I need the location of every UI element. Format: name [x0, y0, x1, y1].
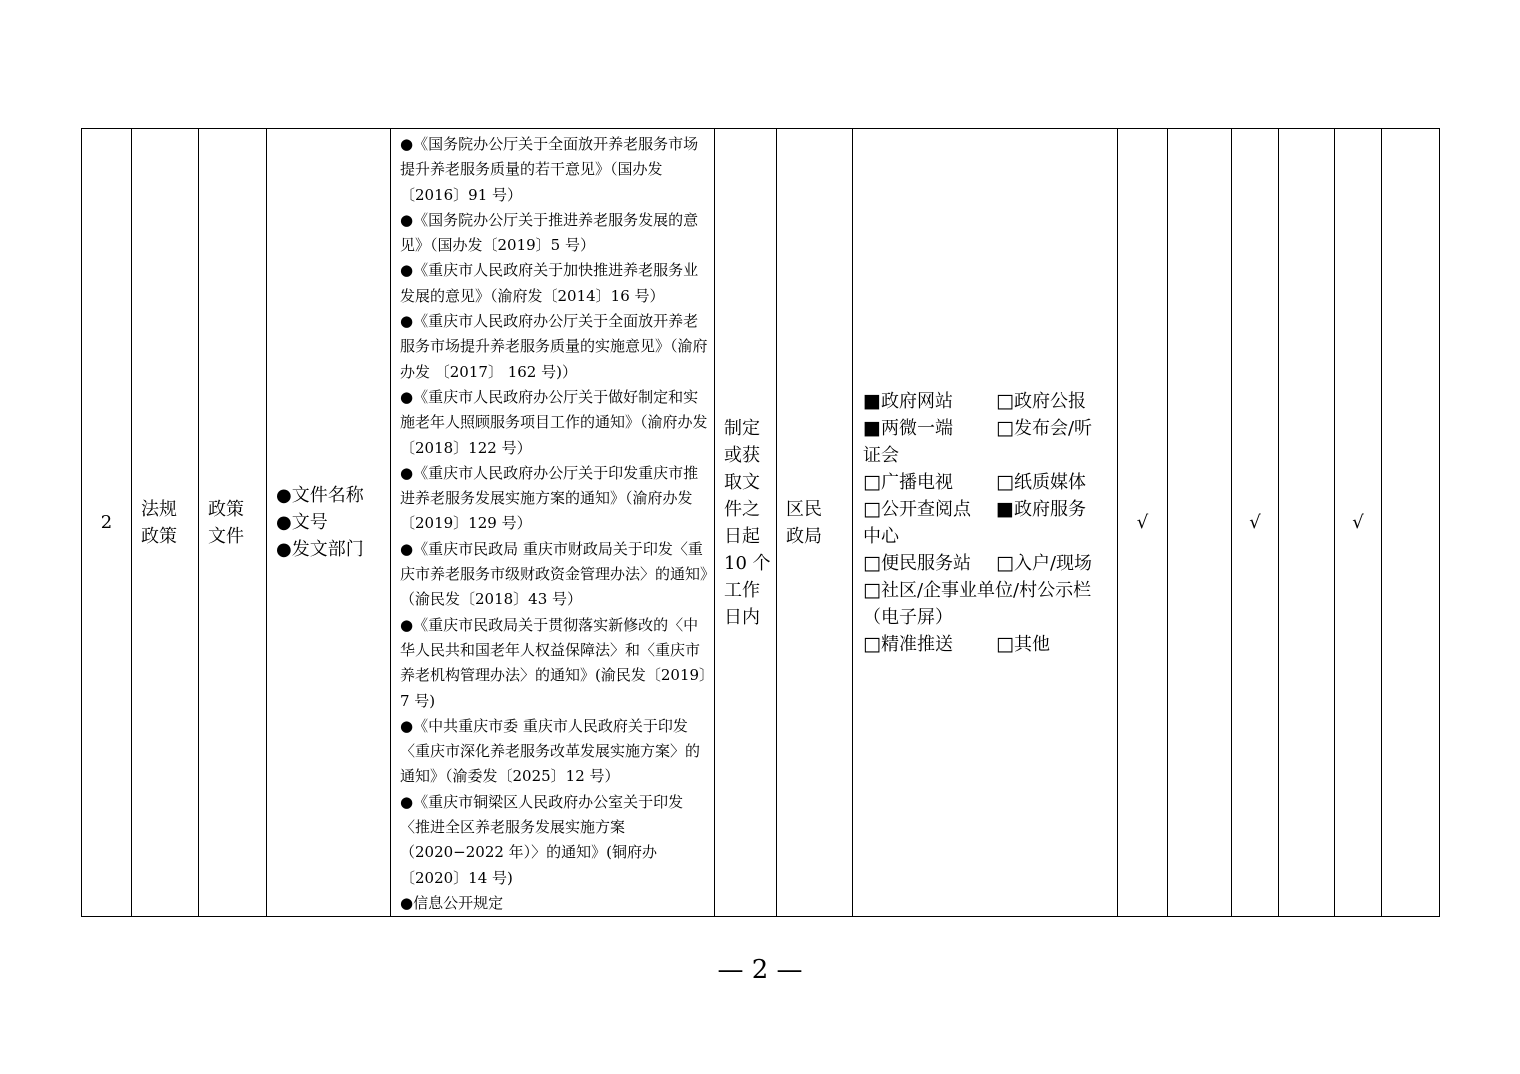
channel-label: 入户/现场: [1013, 552, 1093, 574]
row-index: 2: [82, 129, 132, 917]
subcategory-line: 文件: [208, 525, 244, 547]
channel-option[interactable]: [996, 550, 1092, 577]
channel-option[interactable]: [996, 469, 1086, 496]
document-item: ●《重庆市民政局 重庆市财政局关于印发〈重庆市养老服务市级财政资金管理办法〉的通知》（渝民发〔2018〕43 号）: [400, 539, 708, 609]
disclosure-fields-cell: [267, 129, 391, 917]
field-item: ●文号: [276, 512, 328, 534]
channel-label: 政府网站: [880, 390, 953, 412]
document-item: ●《国务院办公厅关于全面放开养老服务市场提升养老服务质量的若干意见》（国办发〔2016〕91 号）: [400, 135, 699, 204]
checked-box-icon: ■: [863, 389, 881, 412]
channel-label-continuation: 中心: [863, 525, 899, 547]
field-item: ●文件名称: [276, 485, 364, 507]
channel-label: 社区/企事业单位/村公示栏: [880, 579, 1092, 601]
channel-label: 政府服务: [1013, 498, 1086, 520]
page-number: — 2 —: [717, 955, 803, 985]
deadline-line: 制定: [724, 417, 760, 439]
channel-option[interactable]: [996, 415, 1092, 442]
deadline-line: 或获: [724, 444, 760, 466]
check-cell: √: [1232, 129, 1279, 917]
channel-label: 其他: [1013, 633, 1050, 655]
empty-box-icon: □: [863, 632, 881, 655]
document-item: ●《重庆市人民政府办公厅关于做好制定和实施老年人照顾服务项目工作的通知》（渝府办发〔2018〕122 号）: [400, 387, 708, 457]
document-item: ●信息公开规定: [400, 893, 504, 912]
channel-label: 政府公报: [1013, 390, 1086, 412]
channel-row: [863, 415, 1107, 442]
channel-label-continuation: （电子屏）: [863, 606, 953, 628]
check-cell: √: [1118, 129, 1168, 917]
channel-row: [863, 496, 1107, 523]
document-item: ●《国务院办公厅关于推进养老服务发展的意见》（国办发〔2019〕5 号）: [400, 210, 699, 255]
channel-label: 两微一端: [880, 417, 953, 439]
channel-row: [863, 550, 1107, 577]
category-cell: [132, 129, 199, 917]
deadline-line: 件之: [724, 498, 760, 520]
channel-option[interactable]: [863, 469, 996, 496]
channel-option[interactable]: [863, 388, 996, 415]
channel-option[interactable]: [996, 496, 1086, 523]
deadline-line: 工作: [724, 579, 760, 601]
subcategory-cell: [199, 129, 267, 917]
checked-box-icon: ■: [996, 497, 1014, 520]
agency-line: 政局: [786, 525, 822, 547]
document-item: ●《重庆市铜梁区人民政府办公室关于印发〈推进全区养老服务发展实施方案（2020−2022 年）〉的通知》(铜府办〔2020〕14 号): [400, 792, 684, 887]
agency-cell: [777, 129, 853, 917]
deadline-line: 10 个: [724, 552, 771, 574]
channel-row: [863, 388, 1107, 415]
deadline-cell: [715, 129, 777, 917]
table-row: [82, 129, 1440, 917]
field-item: ●发文部门: [276, 539, 364, 561]
empty-box-icon: □: [996, 389, 1014, 412]
deadline-line: 取文: [724, 471, 760, 493]
empty-box-icon: □: [996, 551, 1014, 574]
channel-label: 便民服务站: [880, 552, 971, 574]
document-item: ●《中共重庆市委 重庆市人民政府关于印发 〈重庆市深化养老服务改革发展实施方案〉的通知》（渝委发〔2025〕12 号）: [400, 716, 701, 786]
channel-label: 公开查阅点: [880, 498, 971, 520]
category-line: 政策: [141, 525, 177, 547]
check-cell: [1168, 129, 1232, 917]
channel-option[interactable]: [996, 631, 1050, 658]
channel-option[interactable]: [863, 496, 996, 523]
channel-option[interactable]: [863, 550, 996, 577]
subcategory-line: 政策: [208, 498, 244, 520]
deadline-line: 日起: [724, 525, 760, 547]
check-cell: [1279, 129, 1335, 917]
channel-label: 精准推送: [880, 633, 953, 655]
empty-box-icon: □: [863, 470, 881, 493]
channel-label: 发布会/听: [1013, 417, 1093, 439]
channel-label: 广播电视: [880, 471, 953, 493]
empty-box-icon: □: [863, 551, 881, 574]
channel-option[interactable]: [863, 631, 996, 658]
disclosure-table: [81, 128, 1440, 917]
empty-box-icon: □: [863, 497, 881, 520]
empty-box-icon: □: [863, 578, 881, 601]
channels-cell: [853, 129, 1118, 917]
channel-row: [863, 469, 1107, 496]
empty-box-icon: □: [996, 632, 1014, 655]
checked-box-icon: ■: [863, 416, 881, 439]
document-item: ●《重庆市人民政府办公厅关于全面放开养老服务市场提升养老服务质量的实施意见》（渝府办发 〔2017〕 162 号)）: [400, 312, 708, 381]
document-item: ●《重庆市人民政府办公厅关于印发重庆市推进养老服务发展实施方案的通知》（渝府办发〔2019〕129 号）: [400, 463, 699, 533]
basis-documents-cell: [391, 129, 715, 917]
document-item: ●《重庆市民政局关于贯彻落实新修改的〈中华人民共和国老年人权益保障法〉和〈重庆市养老机构管理办法〉的通知》(渝民发〔2019〕7 号): [400, 615, 707, 710]
channel-option[interactable]: [996, 388, 1086, 415]
agency-line: 区民: [786, 498, 822, 520]
category-line: 法规: [141, 498, 177, 520]
empty-box-icon: □: [996, 416, 1014, 439]
check-cell: √: [1335, 129, 1382, 917]
channel-label: 纸质媒体: [1013, 471, 1086, 493]
empty-box-icon: □: [996, 470, 1014, 493]
check-cell: [1382, 129, 1440, 917]
document-item: ●《重庆市人民政府关于加快推进养老服务业发展的意见》（渝府发〔2014〕16 号）: [400, 261, 699, 305]
channel-row: [863, 631, 1107, 658]
channel-option[interactable]: [863, 577, 1107, 604]
deadline-line: 日内: [724, 606, 760, 628]
channel-label-continuation: 证会: [863, 444, 899, 466]
channel-option[interactable]: [863, 415, 996, 442]
